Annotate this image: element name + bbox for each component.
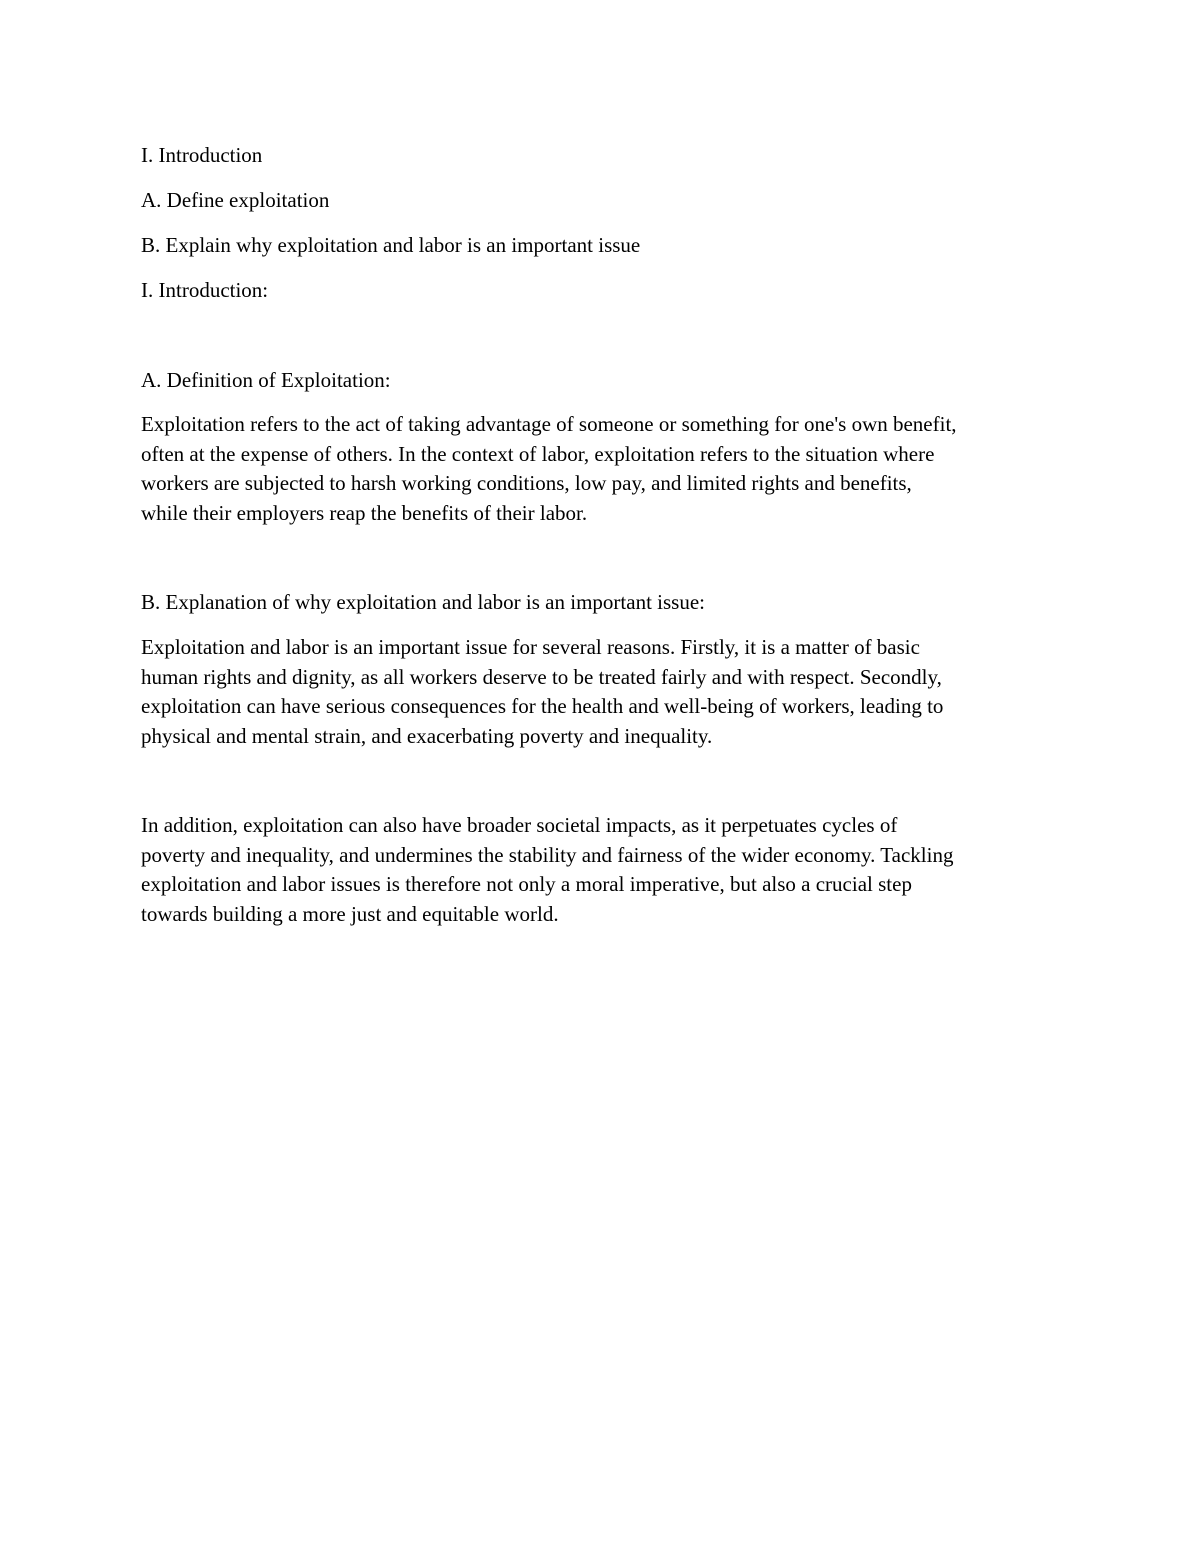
explanation-paragraph: [141, 633, 1081, 751]
paragraph-line: workers are subjected to harsh working conditions, low pay, and limited rights and benefits,: [141, 471, 912, 495]
paragraph-line: often at the expense of others. In the context of labor, exploitation refers to the situation where: [141, 441, 935, 466]
section-heading-definition: A. Definition of Exploitation:: [141, 368, 391, 392]
outline-item-explain-importance: B. Explain why exploitation and labor is an important issue: [141, 233, 641, 257]
additional-paragraph: [141, 811, 1081, 929]
paragraph-line: Exploitation refers to the act of taking advantage of someone or something for one's own benefit,: [141, 412, 957, 436]
paragraph-line: while their employers reap the benefits of their labor.: [141, 500, 588, 525]
paragraph-line: human rights and dignity, as all workers deserve to be treated fairly and with respect. Secondly,: [141, 664, 942, 689]
definition-paragraph: [141, 410, 1081, 528]
paragraph-line: exploitation can have serious consequences for the health and well-being of workers, leading to: [141, 694, 944, 718]
paragraph-line: physical and mental strain, and exacerbating poverty and inequality.: [141, 723, 713, 748]
section-heading-explanation: B. Explanation of why exploitation and labor is an important issue:: [141, 590, 705, 614]
paragraph-line: towards building a more just and equitable world.: [141, 901, 559, 926]
paragraph-line: Exploitation and labor is an important issue for several reasons. Firstly, it is a matter of basic: [141, 635, 920, 659]
section-heading-introduction: I. Introduction:: [141, 278, 269, 302]
paragraph-line: In addition, exploitation can also have broader societal impacts, as it perpetuates cycles of: [141, 813, 898, 837]
outline-item-define-exploitation: A. Define exploitation: [141, 188, 330, 212]
paragraph-line: poverty and inequality, and undermines the stability and fairness of the wider economy. Tackling: [141, 842, 954, 867]
outline-heading-introduction: I. Introduction: [141, 143, 263, 167]
paragraph-line: exploitation and labor issues is therefore not only a moral imperative, but also a crucial step: [141, 872, 912, 896]
